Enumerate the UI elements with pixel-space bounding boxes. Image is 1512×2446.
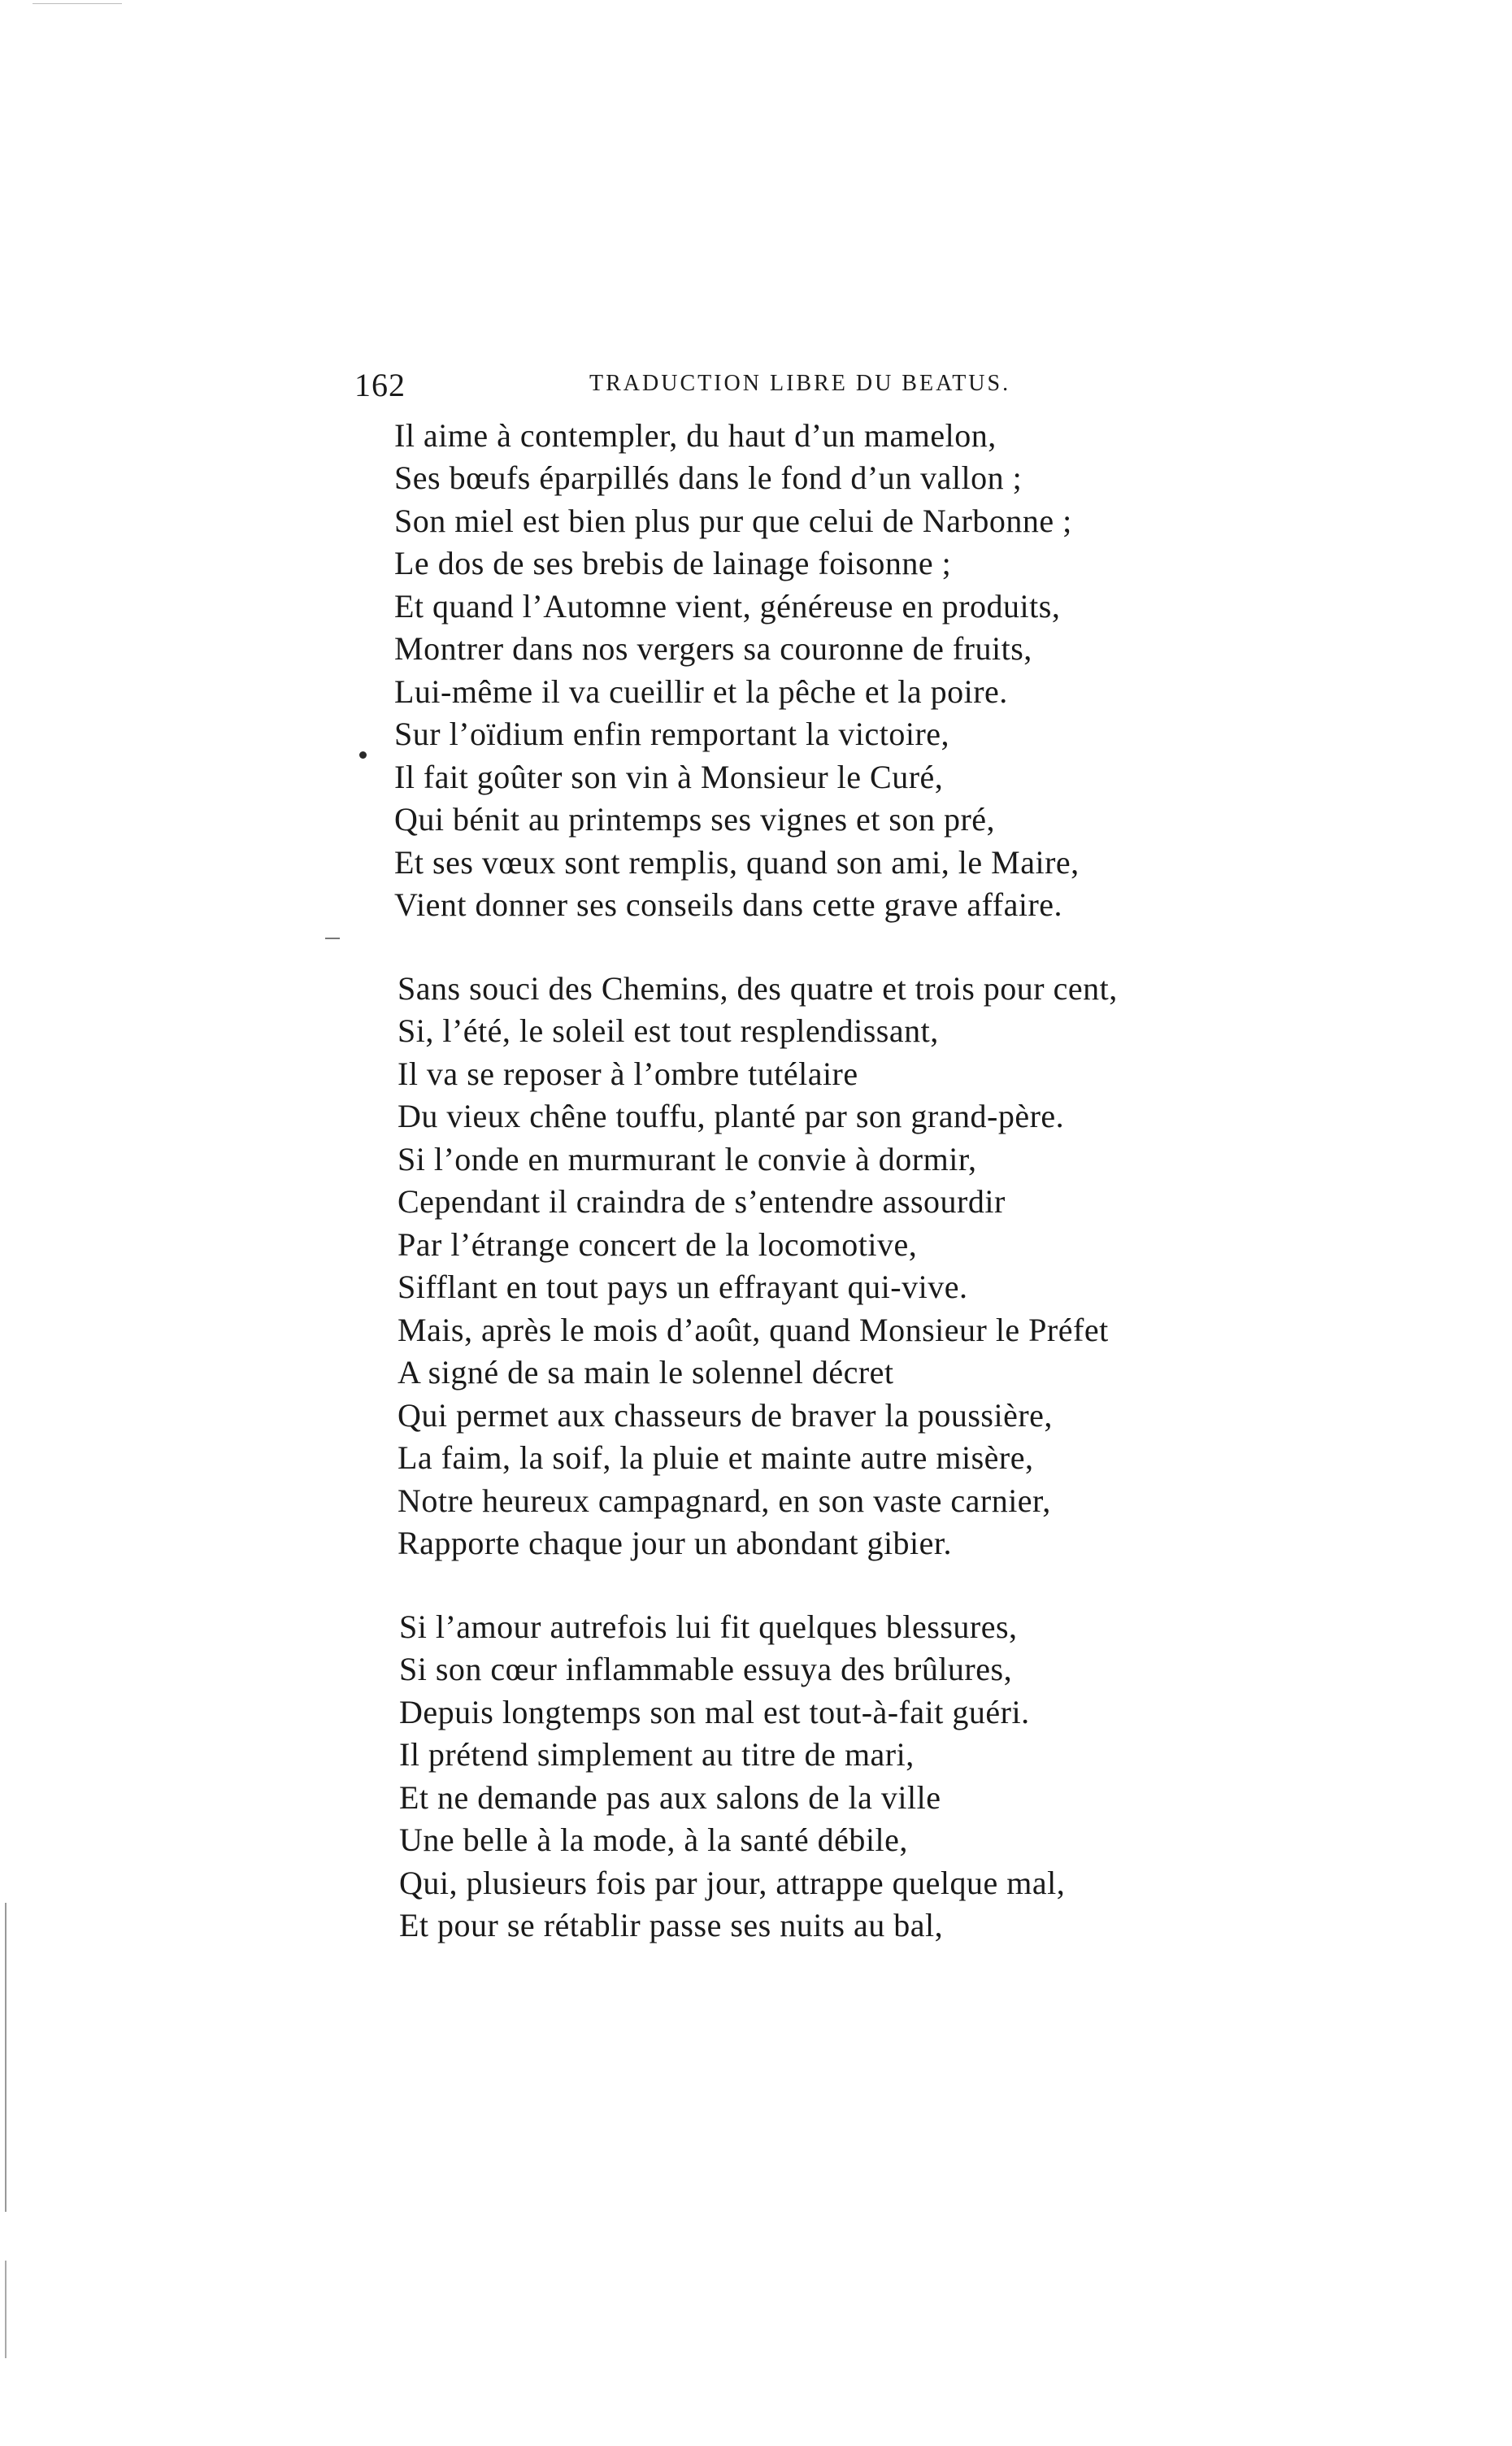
verse-line: Il aime à contempler, du haut d’un mamelon, [394, 417, 997, 454]
verse-line: Du vieux chêne touffu, planté par son grand-père. [398, 1098, 1065, 1134]
verse-line: Mais, après le mois d’août, quand Monsieur le Préfet [398, 1312, 1109, 1348]
verse-line: Qui permet aux chasseurs de braver la poussière, [398, 1397, 1053, 1434]
scan-dash [325, 938, 340, 939]
scan-edge-line [5, 1903, 7, 2212]
verse-line: Sur l’oïdium enfin remportant la victoire, [394, 716, 950, 752]
verse-line: Qui bénit au printemps ses vignes et son pré, [394, 801, 996, 838]
verse-line: Notre heureux campagnard, en son vaste carnier, [398, 1482, 1051, 1519]
verse-line: Et pour se rétablir passe ses nuits au bal, [399, 1907, 944, 1943]
verse-line: Il fait goûter son vin à Monsieur le Curé, [394, 759, 944, 795]
verse-line: Ses bœufs éparpillés dans le fond d’un vallon ; [394, 459, 1023, 496]
verse-line: Il va se reposer à l’ombre tutélaire [398, 1055, 858, 1092]
verse-line: Par l’étrange concert de la locomotive, [398, 1226, 918, 1263]
verse-line: Sans souci des Chemins, des quatre et trois pour cent, [398, 970, 1118, 1007]
verse-line: Rapporte chaque jour un abondant gibier. [398, 1525, 953, 1561]
verse-line: Qui, plusieurs fois par jour, attrappe quelque mal, [399, 1865, 1066, 1901]
verse-line: Vient donner ses conseils dans cette grave affaire. [394, 886, 1063, 923]
verse-line: Cependant il craindra de s’entendre assourdir [398, 1183, 1006, 1220]
verse-line: Et ne demande pas aux salons de la ville [399, 1779, 941, 1816]
verse-line: Si l’onde en murmurant le convie à dormir, [398, 1141, 977, 1177]
verse-line: Lui-même il va cueillir et la pêche et la poire. [394, 673, 1008, 710]
verse-line: Et quand l’Automne vient, généreuse en produits, [394, 588, 1061, 625]
verse-line: La faim, la soif, la pluie et mainte autre misère, [398, 1439, 1034, 1476]
verse-line: Le dos de ses brebis de lainage foisonne ; [394, 545, 952, 581]
verse-line: Si l’amour autrefois lui fit quelques blessures, [399, 1608, 1018, 1645]
verse-line: Si, l’été, le soleil est tout resplendissant, [398, 1012, 939, 1049]
scan-dot [359, 751, 367, 759]
verse-line: Si son cœur inflammable essuya des brûlures, [399, 1651, 1013, 1687]
page-number: 162 [354, 367, 406, 403]
verse-line: Et ses vœux sont remplis, quand son ami, le Maire, [394, 844, 1080, 881]
verse-line: Son miel est bien plus pur que celui de Narbonne ; [394, 503, 1072, 539]
running-title: TRADUCTION LIBRE DU BEATUS. [589, 371, 1011, 396]
verse-line: Montrer dans nos vergers sa couronne de fruits, [394, 630, 1032, 667]
verse-line: Sifflant en tout pays un effrayant qui-vive. [398, 1269, 968, 1305]
scan-top-line [33, 3, 122, 4]
verse-line: Depuis longtemps son mal est tout-à-fait guéri. [399, 1694, 1030, 1730]
verse-line: Une belle à la mode, à la santé débile, [399, 1821, 908, 1858]
verse-line: Il prétend simplement au titre de mari, [399, 1736, 915, 1773]
scan-edge-line [5, 2261, 7, 2358]
verse-line: A signé de sa main le solennel décret [398, 1354, 894, 1391]
